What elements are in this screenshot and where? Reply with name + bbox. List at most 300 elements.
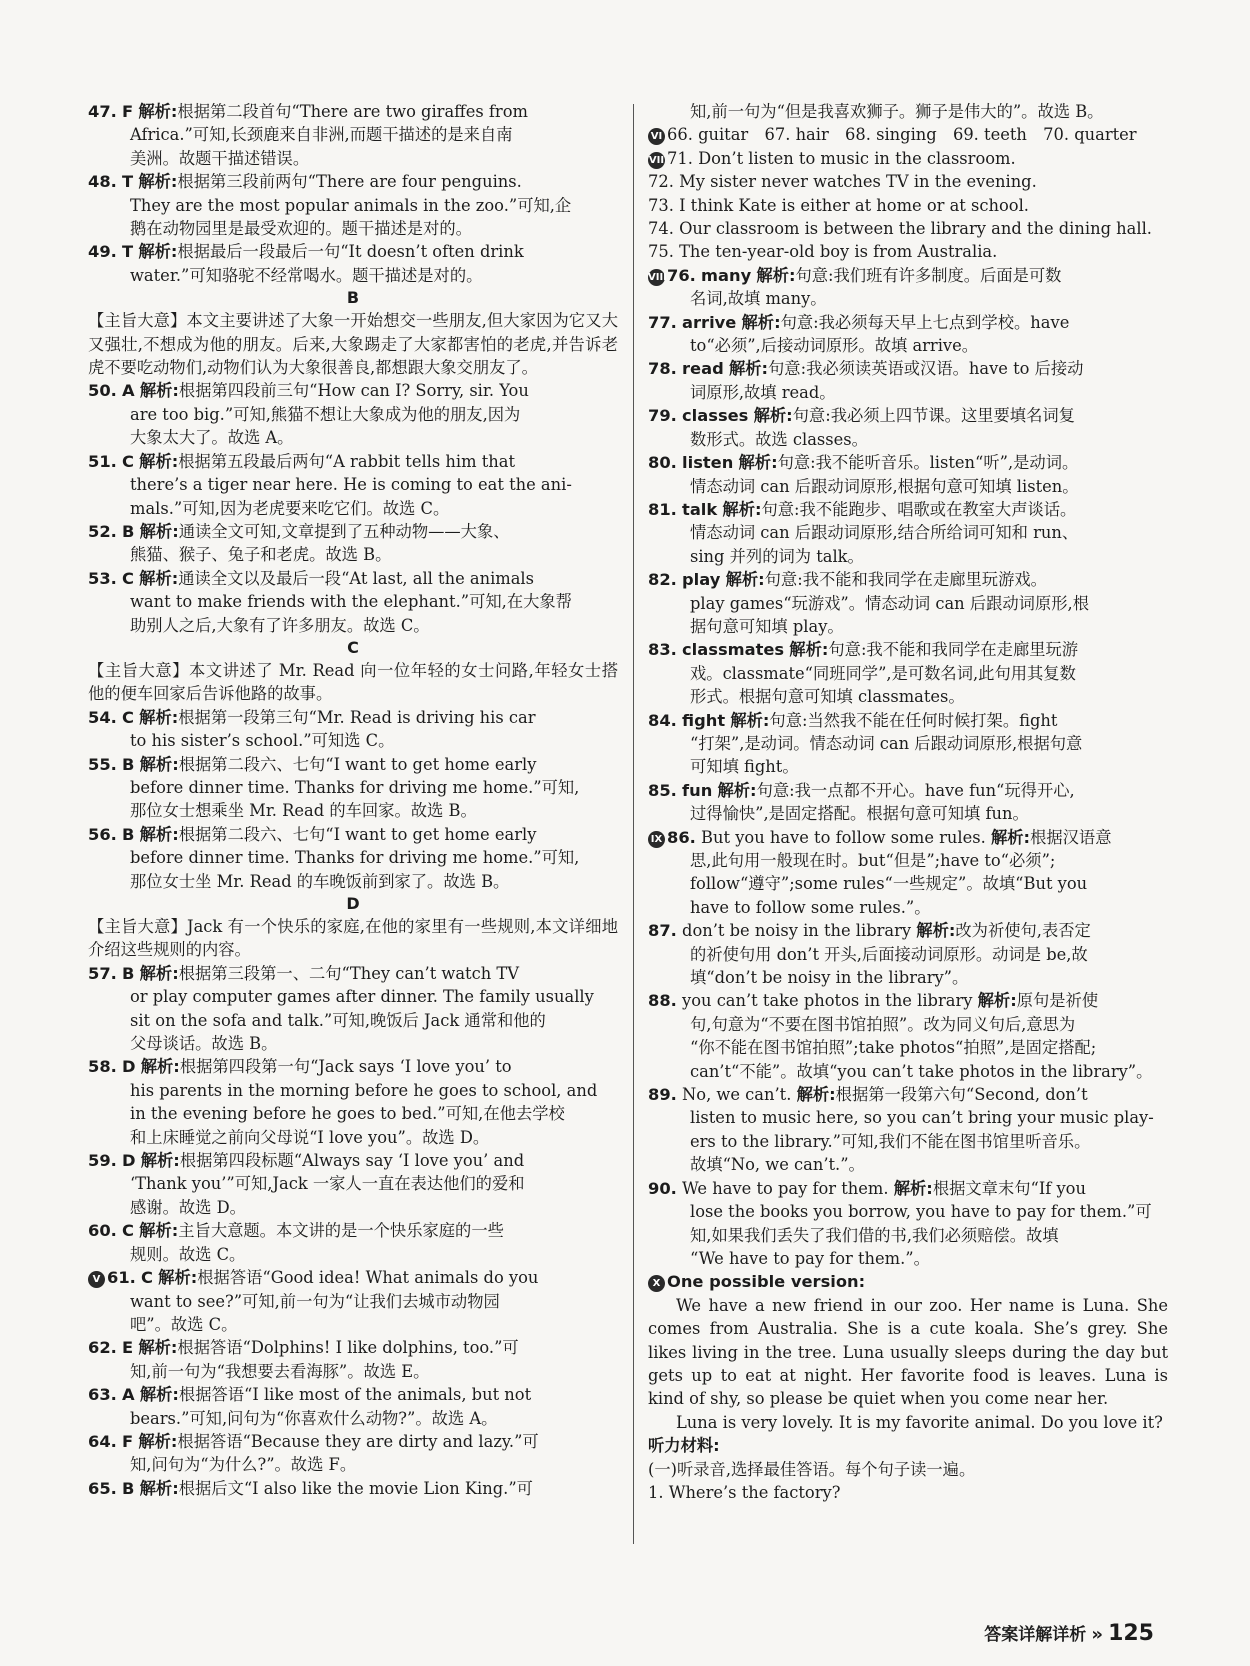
analysis-continuation: 情态动词 can 后跟动词原形,根据句意可知填 listen。	[690, 476, 1079, 496]
answer-item	[648, 1083, 1168, 1177]
answer-choice: C	[122, 568, 134, 588]
answer-item	[88, 1266, 618, 1336]
question-number: 89.	[648, 1085, 677, 1105]
analysis-continuation: 名词,故填 many。	[690, 289, 827, 309]
analysis-text: 通读全文以及最后一段“At last, all the animals	[178, 568, 534, 588]
analysis-label: 解析:	[753, 406, 793, 426]
analysis-continuation: 那位女士想乘坐 Mr. Read 的车回家。故选 B。	[130, 801, 477, 821]
analysis-continuation: 故填“No, we can’t.”。	[690, 1155, 865, 1175]
answer-first-line	[88, 1266, 618, 1289]
analysis-continuation: mals.”可知,因为老虎要来吃它们。故选 C。	[130, 498, 450, 518]
section-title	[648, 1434, 1168, 1457]
roman-badge-icon: X	[648, 1275, 665, 1292]
answer-choice: A	[122, 1385, 135, 1405]
answer-first-line	[648, 568, 1168, 591]
answer-choice: listen	[682, 453, 734, 473]
answer-first-line	[88, 823, 618, 846]
answer-first-line	[88, 1383, 618, 1406]
line-text: 72. My sister never watches TV in the evening.	[648, 172, 1037, 192]
footer-arrows-icon: »	[1091, 1624, 1103, 1645]
answer-first-line	[88, 1336, 618, 1359]
answer-first-line	[648, 779, 1168, 802]
analysis-continuation: 形式。根据句意可知填 classmates。	[690, 687, 965, 707]
analysis-continuation: or play computer games after dinner. The family usually	[130, 987, 594, 1007]
answer-first-line	[648, 357, 1168, 380]
analysis-continuation: 知,前一句为“我想要去看海豚”。故选 E。	[130, 1361, 430, 1381]
answer-item	[88, 962, 618, 1056]
analysis-continuation: 知,问句为“为什么?”。故选 F。	[130, 1455, 357, 1475]
analysis-label: 解析:	[893, 1178, 933, 1198]
answer-first-line	[648, 404, 1168, 427]
text-line: 则,本文详细地介绍这些规则的内容。	[88, 917, 618, 960]
analysis-continuation: 大象太大了。故选 A。	[130, 428, 294, 448]
analysis-continuation: to“必须”,后接动词原形。故填 arrive。	[690, 336, 979, 356]
analysis-text: 根据第二段六、七句“I want to get home early	[178, 824, 537, 844]
analysis-text: 根据汉语意	[1030, 827, 1112, 847]
question-number: 80.	[648, 453, 677, 473]
footer-label: 答案详解详析	[984, 1625, 1087, 1645]
analysis-text: 句意:我不能和我同学在走廊里玩游戏。	[764, 570, 1047, 590]
text-line: 【主旨大意】本文讲述了 Mr. Read 向一位年轻的女士问路,	[88, 660, 534, 680]
analysis-continuation: listen to music here, so you can’t bring your music play-	[690, 1108, 1154, 1128]
question-number: 88.	[648, 991, 677, 1011]
analysis-continuation: 过得愉快”,是固定搭配。根据句意可知填 fun。	[690, 804, 1029, 824]
question-number: 82.	[648, 570, 677, 590]
answer-item	[88, 753, 618, 823]
line-text: 74. Our classroom is between the library and the dining hall.	[648, 219, 1152, 239]
answer-item	[88, 1477, 618, 1500]
question-number: 77.	[648, 312, 677, 332]
analysis-continuation: ers to the library.”可知,我们不能在图书馆里听音乐。	[690, 1131, 1091, 1151]
analysis-continuation: 吧”。故选 C。	[130, 1314, 238, 1334]
analysis-text: 根据答语“Good idea! What animals do you	[197, 1268, 539, 1288]
analysis-text: 根据答语“Because they are dirty and lazy.”可	[177, 1431, 539, 1451]
analysis-continuation: 填“don’t be noisy in the library”。	[690, 968, 969, 988]
analysis-text: 改为祈使句,表否定	[955, 921, 1091, 941]
question-number: 56.	[88, 824, 117, 844]
answer-item	[88, 823, 618, 893]
analysis-continuation: 句,句意为“不要在图书馆拍照”。改为同义句后,意思为	[690, 1014, 1076, 1034]
analysis-text: 句意:我不能和我同学在走廊里玩游	[828, 640, 1079, 660]
analysis-continuation: lose the books you borrow, you have to pay for them.”可	[690, 1202, 1152, 1222]
answer-choice: you can’t take photos in the library	[682, 991, 973, 1011]
question-number: 59.	[88, 1151, 117, 1171]
text-line: but gets up to eat at night. Her favorite food is leaves. Luna	[648, 1342, 1168, 1385]
answer-choice: But you have to follow some rules.	[701, 827, 986, 847]
answer-first-line	[88, 567, 618, 590]
answer-first-line	[648, 311, 1168, 334]
analysis-continuation: 思,此句用一般现在时。but“但是”;have to“必须”;	[690, 851, 1056, 870]
analysis-continuation: have to follow some rules.”。	[690, 897, 931, 917]
analysis-text: 根据第三段第一、二句“They can’t watch TV	[178, 963, 519, 983]
question-number: 86.	[667, 827, 696, 847]
analysis-continuation: before dinner time. Thanks for driving me home.”可知,	[130, 777, 580, 797]
essay-paragraph	[648, 1294, 1168, 1411]
analysis-label: 解析:	[717, 780, 757, 800]
question-number: 84.	[648, 710, 677, 730]
analysis-text: 根据第四段前三句“How can I? Sorry, sir. You	[178, 381, 529, 401]
analysis-label: 解析:	[977, 991, 1017, 1011]
text-line: is kind of shy, so please be quiet when you come near her.	[648, 1365, 1168, 1409]
roman-badge-icon: V	[88, 1271, 105, 1288]
analysis-continuation: bears.”可知,问句为“你喜欢什么动物?”。故选 A。	[130, 1408, 498, 1428]
analysis-label: 解析:	[158, 1268, 198, 1288]
question-number: 79.	[648, 406, 677, 426]
answer-line	[648, 217, 1168, 240]
analysis-label: 解析:	[139, 707, 179, 727]
analysis-continuation: 美洲。故题干描述错误。	[130, 148, 310, 168]
analysis-text: 根据第四段第一句“Jack says ‘I love you’ to	[179, 1057, 512, 1077]
answer-choice: talk	[682, 499, 718, 519]
line-text: 1. Where’s the factory?	[648, 1482, 841, 1502]
answer-choice: fun	[682, 780, 713, 800]
right-column	[648, 100, 1168, 1504]
answer-first-line	[88, 1149, 618, 1172]
answer-choice: T	[122, 172, 134, 192]
answer-item	[648, 1177, 1168, 1271]
answer-choice: E	[122, 1338, 134, 1358]
analysis-continuation: 戏。classmate“同班同学”,是可数名词,此句用其复数	[690, 663, 1076, 683]
question-number: 51.	[88, 451, 117, 471]
answer-item	[648, 357, 1168, 404]
analysis-text: 句意:我必须每天早上七点到学校。have	[780, 312, 1070, 332]
analysis-text: 句意:我必须上四节课。这里要填名词复	[792, 406, 1075, 426]
analysis-continuation: “We have to pay for them.”。	[690, 1248, 930, 1268]
answer-item	[88, 170, 618, 240]
analysis-text: 句意:我一点都不开心。have fun“玩得开心,	[756, 780, 1075, 800]
answer-choice: T	[122, 242, 134, 262]
analysis-label: 解析:	[728, 359, 769, 379]
roman-badge-icon: IX	[648, 831, 665, 848]
answer-first-line	[648, 451, 1168, 474]
answer-first-line	[88, 962, 618, 985]
question-number: 64.	[88, 1431, 117, 1451]
analysis-text: 原句是祈使	[1016, 991, 1099, 1011]
analysis-continuation: 知,如果我们丢失了我们借的书,我们必须赔偿。故填	[690, 1225, 1059, 1245]
line-text: 听力材料:	[648, 1436, 720, 1456]
line-text: 73. I think Kate is either at home or at school.	[648, 195, 1029, 215]
text-line: 走了大家都害怕的老虎,并告诉老虎不要吃动物们,动物们	[88, 334, 618, 378]
essay-paragraph	[648, 1411, 1168, 1434]
answer-item	[648, 989, 1168, 1083]
analysis-continuation: They are the most popular animals in the zoo.”可知,企	[130, 195, 572, 215]
question-number: 60.	[88, 1221, 117, 1241]
answer-item	[88, 1219, 618, 1266]
answer-line	[648, 1458, 1168, 1481]
column-divider	[633, 104, 634, 1544]
roman-badge-icon: VIII	[648, 269, 665, 286]
analysis-label: 解析:	[722, 499, 762, 519]
analysis-continuation: 词原形,故填 read。	[690, 382, 836, 402]
analysis-continuation: 那位女士坐 Mr. Read 的车晚饭前到家了。故选 B。	[130, 871, 510, 891]
analysis-label: 解析:	[990, 827, 1031, 847]
analysis-text: 句意:我不能听音乐。listen“听”,是动词。	[777, 453, 1079, 473]
analysis-text: 句意:当然我不能在任何时候打架。fight	[769, 710, 1058, 730]
answer-choice: don’t be noisy in the library	[682, 921, 912, 941]
answer-item	[88, 1383, 618, 1430]
answer-item	[88, 1336, 618, 1383]
question-number: 65.	[88, 1478, 117, 1498]
answer-item	[648, 779, 1168, 826]
answer-choice: fight	[682, 710, 726, 730]
analysis-label: 解析:	[139, 381, 179, 401]
answer-item	[648, 709, 1168, 779]
analysis-continuation: play games“玩游戏”。情态动词 can 后跟动词原形,根	[690, 593, 1089, 613]
answer-item	[648, 498, 1168, 568]
analysis-label: 解析:	[139, 1221, 179, 1241]
answer-item	[88, 567, 618, 637]
analysis-text: 根据答语“Dolphins! I like dolphins, too.”可	[177, 1338, 519, 1358]
question-number: 83.	[648, 640, 677, 660]
left-column	[88, 100, 618, 1500]
analysis-label: 解析:	[738, 453, 778, 473]
analysis-continuation: 感谢。故选 D。	[130, 1197, 246, 1217]
analysis-label: 解析:	[139, 568, 179, 588]
analysis-text: 根据第一段第六句“Second, don’t	[835, 1085, 1088, 1105]
answer-item	[648, 264, 1168, 311]
text-line: 【主旨大意】Jack 有一个快乐的家庭,在他的家里有一些规	[88, 917, 514, 936]
analysis-continuation: 的祈使句用 don’t 开头,后面接动词原形。动词是 be,故	[690, 944, 1088, 964]
analysis-label: 解析:	[139, 754, 179, 774]
question-number: 81.	[648, 499, 677, 519]
analysis-text: 主旨大意题。本文讲的是一个快乐家庭的一些	[178, 1221, 504, 1241]
answer-item	[648, 638, 1168, 708]
analysis-label: 解析:	[730, 710, 770, 730]
analysis-text: 根据第五段最后两句“A rabbit tells him that	[178, 451, 516, 471]
page-footer	[984, 1620, 1154, 1646]
analysis-label: 解析:	[139, 451, 179, 471]
analysis-continuation: 熊猫、猴子、兔子和老虎。故选 B。	[130, 545, 392, 565]
analysis-continuation: 助别人之后,大象有了许多朋友。故选 C。	[130, 615, 430, 635]
answer-choice: arrive	[682, 312, 737, 332]
question-number: 90.	[648, 1178, 677, 1198]
answer-choice: classmates	[682, 640, 785, 660]
analysis-continuation: 据句意可知填 play。	[690, 616, 844, 636]
analysis-text: 句意:我必须读英语或汉语。have to 后接动	[768, 359, 1084, 379]
answer-first-line	[88, 1430, 618, 1453]
answer-choice: F	[122, 1431, 134, 1451]
analysis-label: 解析:	[139, 1478, 179, 1498]
answer-item	[648, 826, 1168, 920]
text-line: 大家因为它又大又强壮,不想成为他的朋友。后来,大象踢	[88, 311, 618, 354]
analysis-text: 根据第三段前两句“There are four penguins.	[177, 172, 522, 192]
answer-line	[648, 123, 1168, 146]
analysis-label: 解析:	[140, 1151, 180, 1171]
answer-first-line	[88, 240, 618, 263]
analysis-text: 句意:我们班有许多制度。后面是可数	[795, 265, 1062, 285]
answer-first-line	[648, 989, 1168, 1012]
analysis-label: 解析:	[139, 963, 179, 983]
analysis-label: 解析:	[796, 1085, 836, 1105]
answer-first-line	[88, 520, 618, 543]
summary-paragraph	[88, 659, 618, 706]
analysis-continuation: sit on the sofa and talk.”可知,晚饭后 Jack 通常和他的	[130, 1010, 546, 1030]
answer-line	[648, 240, 1168, 263]
answer-line	[648, 147, 1168, 170]
analysis-label: 解析:	[756, 265, 796, 285]
analysis-continuation: there’s a tiger near here. He is coming to eat the ani-	[130, 475, 572, 495]
analysis-continuation: can’t“不能”。故填“you can’t take photos in the library”。	[690, 1061, 1153, 1081]
answer-item	[648, 451, 1168, 498]
question-number: 55.	[88, 754, 117, 774]
section-title	[648, 1270, 1168, 1293]
analysis-text: 根据第一段第三句“Mr. Read is driving his car	[178, 707, 536, 727]
answer-first-line	[88, 100, 618, 123]
analysis-label: 解析:	[139, 521, 179, 541]
line-text: 75. The ten-year-old boy is from Australia.	[648, 242, 998, 262]
text-line: comes from Australia. She is a cute koala. She’s grey. She	[648, 1319, 1168, 1339]
answer-item	[88, 379, 618, 449]
text-line: 【主旨大意】本文主要讲述了大象一开始想交一些朋友,但	[88, 311, 504, 331]
answer-first-line	[88, 1219, 618, 1242]
answer-choice: C	[141, 1268, 153, 1288]
answer-item	[648, 568, 1168, 638]
text-line: 年轻女士搭他的便车回家后告诉他路的故事。	[88, 660, 618, 704]
roman-badge-icon: VI	[648, 128, 665, 145]
analysis-continuation: sing 并列的词为 talk。	[690, 546, 864, 566]
line-text: 66. guitar 67. hair 68. singing 69. teeth 70. quarter	[667, 125, 1137, 145]
summary-paragraph	[88, 915, 618, 962]
question-number: 78.	[648, 359, 677, 379]
question-number: 61.	[107, 1268, 136, 1288]
answer-first-line	[648, 826, 1168, 849]
answer-item	[648, 404, 1168, 451]
answer-item	[88, 1430, 618, 1477]
analysis-continuation: follow“遵守”;some rules“一些规定”。故填“But you	[690, 874, 1088, 894]
analysis-text: 根据第二段首句“There are two giraffes from	[177, 102, 528, 121]
answer-line	[648, 170, 1168, 193]
question-number: 63.	[88, 1385, 117, 1405]
analysis-label: 解析:	[789, 640, 829, 660]
answer-item	[88, 240, 618, 287]
analysis-text: 根据第二段六、七句“I want to get home early	[178, 754, 537, 774]
answer-choice: D	[122, 1151, 136, 1171]
analysis-text: 根据答语“I like most of the animals, but not	[178, 1385, 532, 1405]
answer-choice: many	[701, 265, 752, 285]
analysis-label: 解析:	[916, 921, 956, 941]
analysis-label: 解析:	[138, 172, 178, 192]
answer-item	[88, 1149, 618, 1219]
answer-choice: C	[122, 707, 134, 727]
analysis-label: 解析:	[138, 1431, 178, 1451]
analysis-continuation: 和上床睡觉之前向父母说“I love you”。故选 D。	[130, 1127, 490, 1147]
answer-item	[88, 100, 618, 170]
question-number: 76.	[667, 265, 696, 285]
answer-item	[648, 311, 1168, 358]
analysis-continuation: in the evening before he goes to bed.”可知,在他去学校	[130, 1104, 565, 1124]
analysis-label: 解析:	[139, 824, 179, 844]
question-number: 85.	[648, 780, 677, 800]
text-line: 选 B。	[1053, 102, 1104, 121]
answer-choice: B	[122, 824, 135, 844]
analysis-text: 根据后文“I also like the movie Lion King.”可	[178, 1478, 533, 1498]
analysis-continuation: Africa.”可知,长颈鹿来自非洲,而题干描述的是来自南	[130, 125, 513, 145]
answer-choice: D	[122, 1057, 136, 1077]
analysis-text: 根据第四段标题“Always say ‘I love you’ and	[179, 1151, 525, 1171]
line-text: One possible version:	[667, 1272, 866, 1292]
analysis-label: 解析:	[139, 1385, 179, 1405]
analysis-continuation: 情态动词 can 后跟动词原形,结合所给词可知和 run、	[690, 523, 1079, 543]
answer-first-line	[88, 1055, 618, 1078]
analysis-label: 解析:	[741, 312, 781, 332]
answer-first-line	[88, 753, 618, 776]
analysis-continuation: 规则。故选 C。	[130, 1244, 246, 1264]
answer-choice: read	[682, 359, 724, 379]
text-line: Luna is very lovely. It is my favorite animal. Do you love it?	[676, 1412, 1163, 1432]
text-line: likes living in the tree. Luna usually sleeps during the day	[648, 1342, 1135, 1362]
question-number: 58.	[88, 1057, 117, 1077]
analysis-text: 句意:我不能跑步、唱歌或在教室大声谈话。	[761, 499, 1077, 519]
question-number: 50.	[88, 381, 117, 401]
analysis-continuation: 可知填 fight。	[690, 757, 799, 777]
question-number: 47.	[88, 102, 117, 121]
answer-item	[88, 520, 618, 567]
analysis-continuation: “你不能在图书馆拍照”;take photos“拍照”,是固定搭配;	[690, 1038, 1097, 1058]
answer-first-line	[648, 264, 1168, 287]
analysis-continuation: to his sister’s school.”可知选 C。	[130, 731, 395, 751]
analysis-label: 解析:	[138, 1338, 178, 1358]
analysis-continuation: water.”可知骆驼不经常喝水。题干描述是对的。	[130, 265, 483, 285]
analysis-label: 解析:	[138, 102, 178, 121]
line-text: (一)听录音,选择最佳答语。每个句子读一遍。	[648, 1459, 976, 1479]
question-number: 87.	[648, 921, 677, 941]
analysis-continuation: 父母谈话。故选 B。	[130, 1034, 278, 1054]
answer-choice: classes	[682, 406, 749, 426]
analysis-label: 解析:	[140, 1057, 180, 1077]
answer-first-line	[88, 450, 618, 473]
question-number: 54.	[88, 707, 117, 727]
answer-first-line	[648, 638, 1168, 661]
answer-first-line	[648, 919, 1168, 942]
answer-choice: No, we can’t.	[682, 1085, 792, 1105]
answer-choice: B	[122, 1478, 135, 1498]
question-number: 62.	[88, 1338, 117, 1358]
answer-choice: B	[122, 754, 135, 774]
analysis-continuation: ‘Thank you’”可知,Jack 一家人一直在表达他们的爱和	[130, 1174, 525, 1194]
answer-first-line	[648, 709, 1168, 732]
analysis-text: 通读全文可知,文章提到了五种动物——大象、	[178, 521, 510, 541]
section-heading: D	[346, 894, 360, 913]
answer-choice: We have to pay for them.	[682, 1178, 889, 1198]
analysis-text: 根据文章末句“If you	[932, 1178, 1086, 1198]
analysis-text: 根据最后一段最后一句“It doesn’t often drink	[177, 242, 524, 262]
answer-choice: F	[122, 102, 134, 121]
page-number: 125	[1108, 1621, 1154, 1646]
answer-first-line	[648, 498, 1168, 521]
line-text: 71. Don’t listen to music in the classroom.	[667, 148, 1016, 168]
question-number: 52.	[88, 521, 117, 541]
answer-first-line	[88, 170, 618, 193]
answer-choice: C	[122, 1221, 134, 1241]
text-line: 认为大象很善良,都想跟大象交朋友了。	[256, 358, 538, 378]
analysis-continuation: want to see?”可知,前一句为“让我们去城市动物园	[130, 1291, 500, 1311]
answer-item	[88, 706, 618, 753]
analysis-label: 解析:	[138, 242, 178, 262]
answer-first-line	[648, 1177, 1168, 1200]
summary-paragraph	[88, 309, 618, 379]
answer-choice: B	[122, 521, 135, 541]
answer-choice: A	[122, 381, 135, 401]
analysis-continuation: want to make friends with the elephant.”可知,在大象帮	[130, 592, 572, 612]
analysis-continuation: before dinner time. Thanks for driving me home.”可知,	[130, 848, 580, 868]
analysis-continuation: are too big.”可知,熊猫不想让大象成为他的朋友,因为	[130, 404, 521, 424]
analysis-continuation: his parents in the morning before he goes to school, and	[130, 1080, 598, 1100]
analysis-continuation: 鹅在动物园里是最受欢迎的。题干描述是对的。	[130, 219, 472, 239]
answer-choice: play	[682, 570, 721, 590]
text-line: We have a new friend in our zoo. Her name is Luna. She	[676, 1295, 1168, 1315]
section-heading: B	[346, 288, 360, 308]
section-heading: C	[347, 637, 359, 657]
